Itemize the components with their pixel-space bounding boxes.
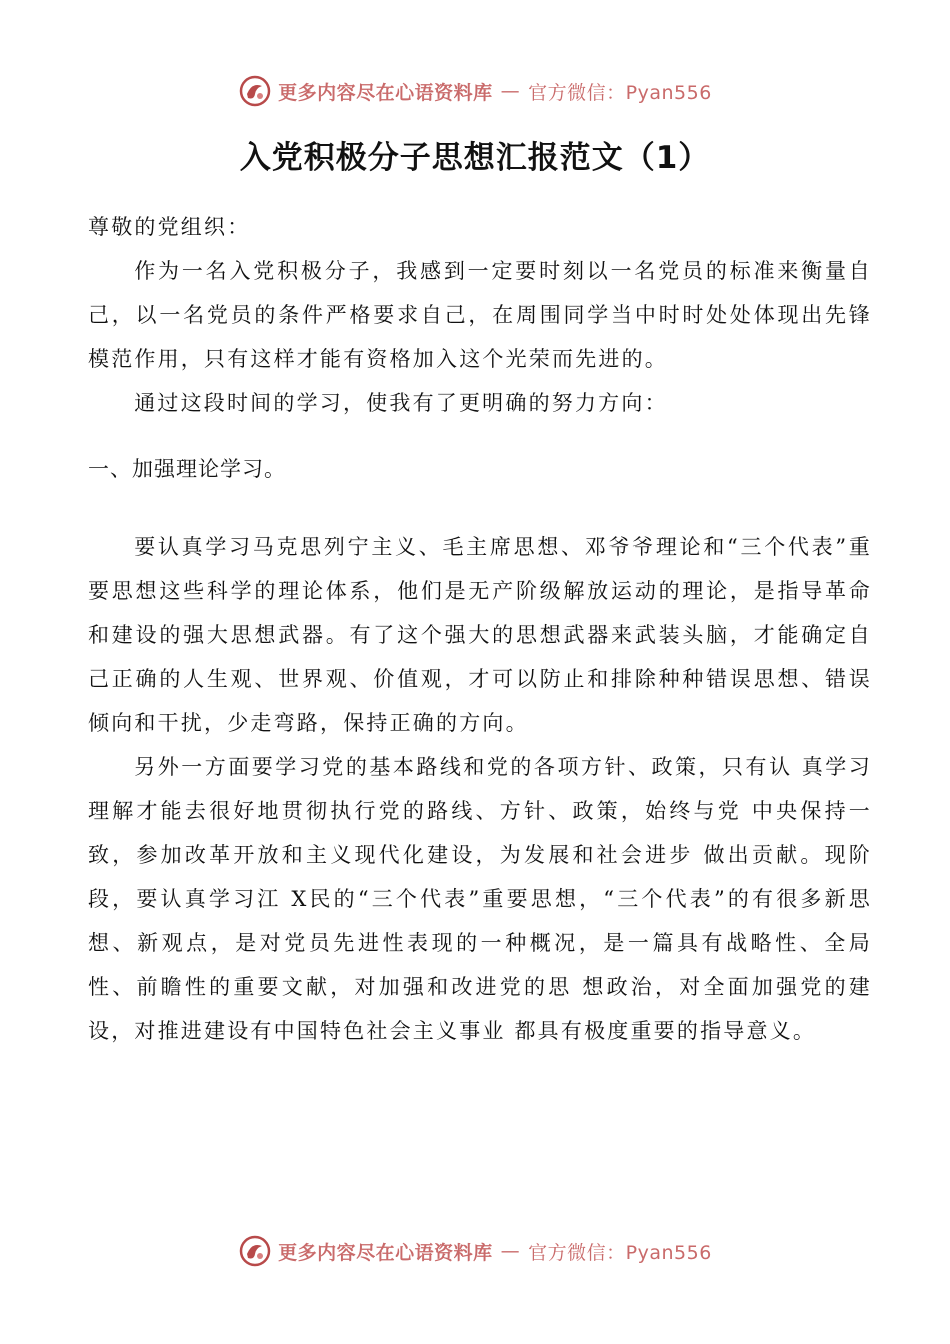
document-title: 入党积极分子思想汇报范文（1）: [239, 140, 711, 176]
watermark-brand: 更多内容尽在心语资料库: [278, 81, 493, 104]
watermark-contact: 官方微信：Pyan556: [528, 81, 712, 104]
swirl-logo-icon: [238, 1234, 272, 1268]
footer-watermark: [0, 1234, 950, 1268]
header-watermark: [0, 74, 950, 108]
section-paragraph: 另外一方面要学习党的基本路线和党的各项方针、政策，只有认 真学习理解才能去很好地贯彻执行党的路线、方针、政策，始终与党 中央保持一致，参加改革开放和主义现代化建设，为发展和社会进步 做出贡献。现阶段，要认真学习江 X民的“三个代表”重要思想，“三个代表”的有很多新思想、新观点，是对党员先进性表现的一种概况，是一篇具有战略性、全局性、前瞻性的重要文献，对加强和改进党的思 想政治，对全面加强党的建设，对推进建设有中国特色社会主义事业 都具有极度重要的指导意义。: [88, 755, 872, 1043]
watermark-contact: 官方微信：Pyan556: [528, 1241, 712, 1264]
watermark-separator: —: [500, 1240, 521, 1262]
document-body: [88, 205, 872, 1053]
salutation: 尊敬的党组织：: [88, 215, 251, 239]
intro-paragraph: 作为一名入党积极分子，我感到一定要时刻以一名党员的标准来衡量自己，以一名党员的条件严格要求自己，在周围同学当中时时处处体现出先锋模范作用，只有这样才能有资格加入这个光荣而先进的。: [88, 259, 872, 371]
watermark-separator: —: [500, 80, 521, 102]
intro-paragraph: 通过这段时间的学习，使我有了更明确的努力方向：: [134, 391, 668, 415]
watermark-brand: 更多内容尽在心语资料库: [278, 1241, 493, 1264]
swirl-logo-icon: [238, 74, 272, 108]
section-paragraph: 要认真学习马克思列宁主义、毛主席思想、邓爷爷理论和“三个代表”重要思想这些科学的理论体系，他们是无产阶级解放运动的理论，是指导革命和建设的强大思想武器。有了这个强大的思想武器来武装头脑，才能确定自己正确的人生观、世界观、价值观，才可以防止和排除种种错误思想、错误倾向和干扰，少走弯路，保持正确的方向。: [88, 535, 872, 735]
section-heading: 一、加强理论学习。: [88, 457, 286, 481]
